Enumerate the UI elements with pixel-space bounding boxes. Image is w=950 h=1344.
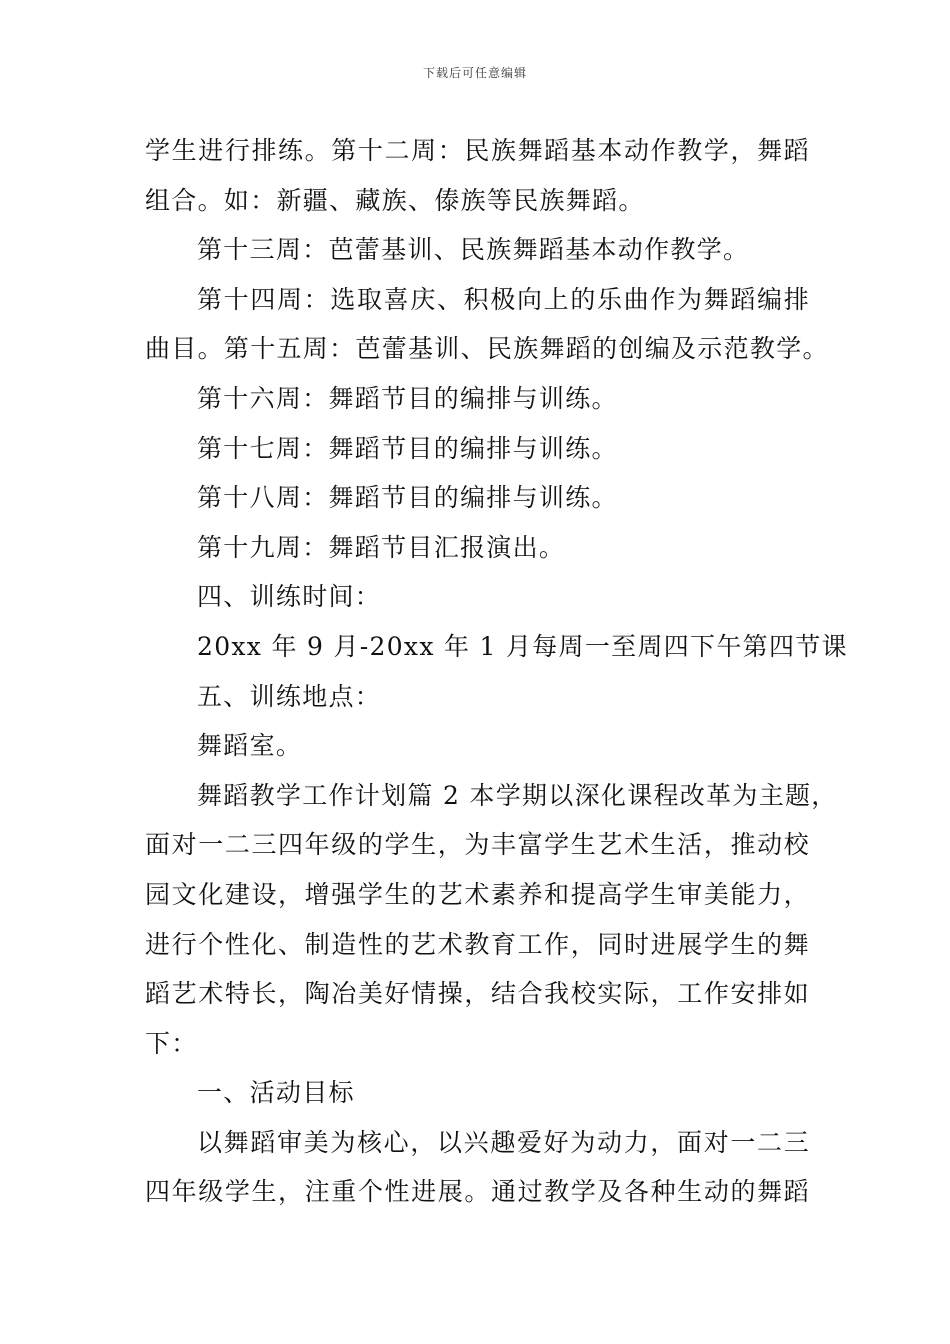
document-body bbox=[145, 126, 848, 1217]
text-line: 舞蹈教学工作计划篇 2 本学期以深化课程改革为主题， bbox=[197, 780, 838, 810]
text-line: 一、活动目标 bbox=[197, 1078, 355, 1108]
text-line: 以舞蹈审美为核心，以兴趣爱好为动力，面对一二三 bbox=[197, 1127, 810, 1157]
text-line: 20xx 年 9 月-20xx 年 1 月每周一至周四下午第四节课 bbox=[197, 631, 848, 661]
text-line: 第十四周：选取喜庆、积极向上的乐曲作为舞蹈编排 bbox=[197, 284, 810, 314]
text-line: 第十八周：舞蹈节目的编排与训练。 bbox=[197, 483, 618, 513]
text-line: 舞蹈室。 bbox=[197, 731, 303, 761]
text-line: 下： bbox=[145, 1028, 198, 1058]
text-line: 四年级学生，注重个性进展。通过教学及各种生动的舞蹈 bbox=[145, 1177, 810, 1207]
text-line: 面对一二三四年级的学生，为丰富学生艺术生活，推动校 bbox=[145, 830, 810, 860]
text-line: 四、训练时间： bbox=[197, 582, 382, 612]
text-line: 组合。如：新疆、藏族、傣族等民族舞蹈。 bbox=[145, 185, 645, 215]
text-line: 进行个性化、制造性的艺术教育工作，同时进展学生的舞 bbox=[145, 929, 810, 959]
text-line: 蹈艺术特长，陶冶美好情操，结合我校实际，工作安排如 bbox=[145, 979, 810, 1009]
text-line: 园文化建设，增强学生的艺术素养和提高学生审美能力， bbox=[145, 879, 810, 909]
text-line: 五、训练地点： bbox=[197, 681, 382, 711]
text-line: 第十三周：芭蕾基训、民族舞蹈基本动作教学。 bbox=[197, 235, 750, 265]
text-line: 曲目。第十五周：芭蕾基训、民族舞蹈的创编及示范教学。 bbox=[145, 334, 829, 364]
page-header: 下载后可任意编辑 bbox=[422, 66, 527, 80]
text-line: 第十九周：舞蹈节目汇报演出。 bbox=[197, 532, 566, 562]
text-line: 第十六周：舞蹈节目的编排与训练。 bbox=[197, 383, 618, 413]
text-line: 第十七周：舞蹈节目的编排与训练。 bbox=[197, 433, 618, 463]
text-line: 学生进行排练。第十二周：民族舞蹈基本动作教学，舞蹈 bbox=[145, 136, 810, 165]
